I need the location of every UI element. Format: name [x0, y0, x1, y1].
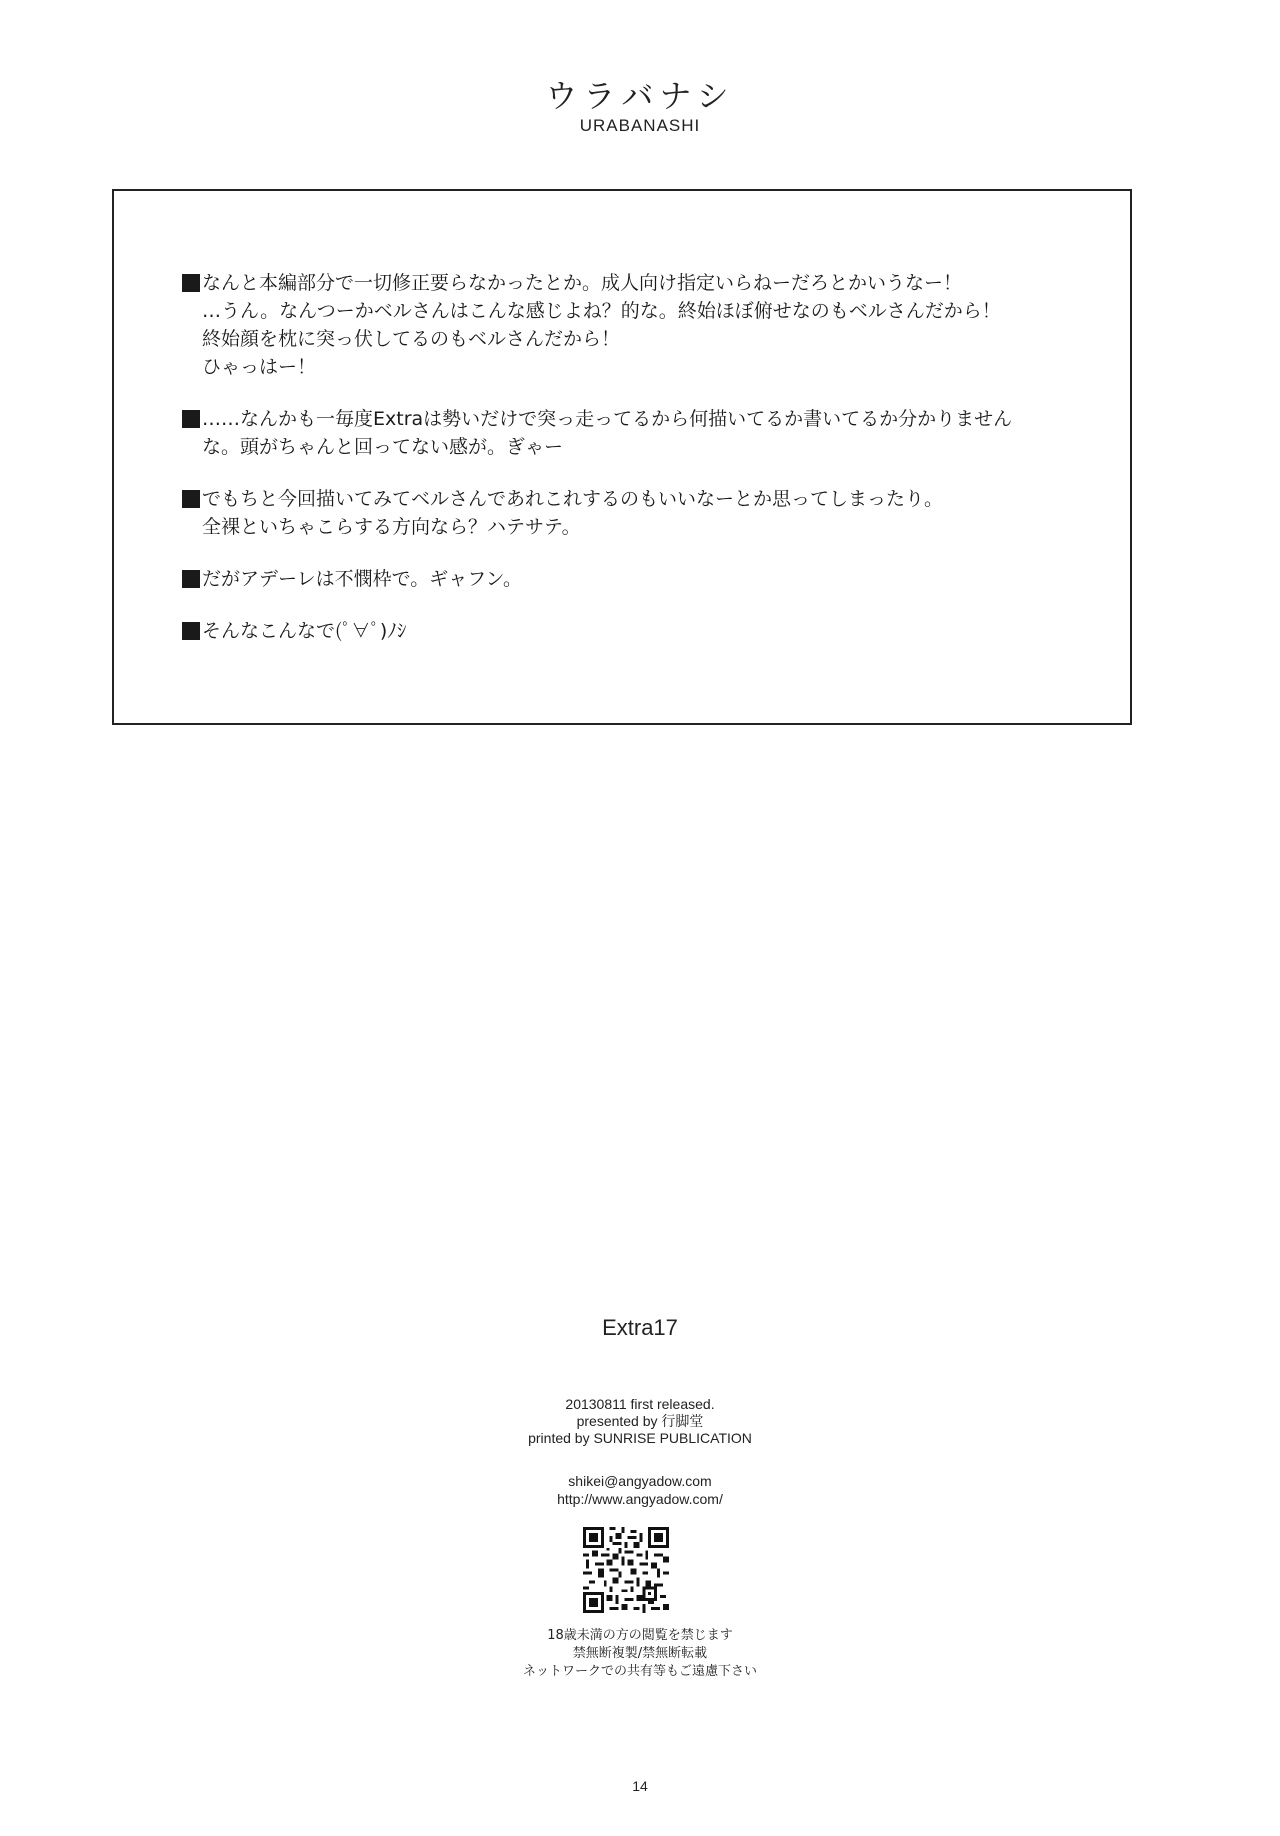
note-item [182, 617, 1090, 645]
volume-title: Extra17 [602, 1315, 678, 1340]
note-item [182, 565, 1090, 593]
colophon-credits [0, 1396, 1280, 1447]
printer-name: printed by SUNRISE PUBLICATION [528, 1430, 752, 1446]
legal-notices [0, 1627, 1280, 1681]
bullet-square-icon [182, 410, 200, 428]
contact-url: http://www.angyadow.com/ [557, 1491, 723, 1507]
bullet-square-icon [182, 570, 200, 588]
note-item [182, 405, 1090, 461]
notes-box [112, 189, 1132, 725]
copyright-notice: 禁無断複製/禁無断転載 [572, 1646, 708, 1661]
contact-info [0, 1472, 1280, 1508]
note-line: ひゃっはー！ [202, 356, 317, 378]
bullet-square-icon [182, 622, 200, 640]
page-number: 14 [632, 1778, 648, 1794]
bullet-square-icon [182, 490, 200, 508]
note-line: な。頭がちゃんと回ってない感が。ぎゃー [202, 436, 564, 458]
note-line: そんなこんなで(ﾟ∀ﾟ)ﾉｼ [202, 620, 407, 642]
note-text [202, 565, 1090, 593]
page-header [0, 78, 1280, 136]
note-line: …うん。なんつーかベルさんはこんな感じよね？的な。終始ほぼ俯せなのもベルさんだから！ [202, 300, 1001, 322]
note-text [202, 405, 1090, 461]
note-text [202, 617, 1090, 645]
bullet-square-icon [182, 274, 200, 292]
release-date: 20130811 first released. [565, 1396, 715, 1412]
note-text [202, 485, 1090, 541]
note-line: 終始顔を枕に突っ伏してるのもベルさんだから！ [202, 328, 621, 350]
note-line: でもちと今回描いてみてベルさんであれこれするのもいいなーとか思ってしまったり。 [202, 488, 944, 510]
qr-code-icon [583, 1527, 669, 1613]
note-item [182, 269, 1090, 381]
note-text [202, 269, 1090, 381]
contact-email: shikei@angyadow.com [568, 1473, 712, 1489]
page-subtitle: URABANASHI [579, 116, 701, 135]
publisher-circle: presented by 行脚堂 [576, 1413, 704, 1429]
age-restriction-notice: 18歳未満の方の閲覧を禁じます [547, 1628, 733, 1643]
sharing-notice: ネットワークでの共有等もご遠慮下さい [522, 1664, 757, 1679]
note-line: ……なんかも一毎度Extraは勢いだけで突っ走ってるから何描いてるか書いてるか分かりません [202, 408, 1013, 430]
page-title: ウラバナシ [545, 77, 735, 115]
notes-list [182, 269, 1090, 669]
note-item [182, 485, 1090, 541]
note-line: 全裸といちゃこらする方向なら？ハテサテ。 [202, 516, 581, 538]
note-line: だがアデーレは不憫枠で。ギャフン。 [202, 568, 522, 590]
note-line: なんと本編部分で一切修正要らなかったとか。成人向け指定いらねーだろとかいうなー！ [202, 272, 963, 294]
